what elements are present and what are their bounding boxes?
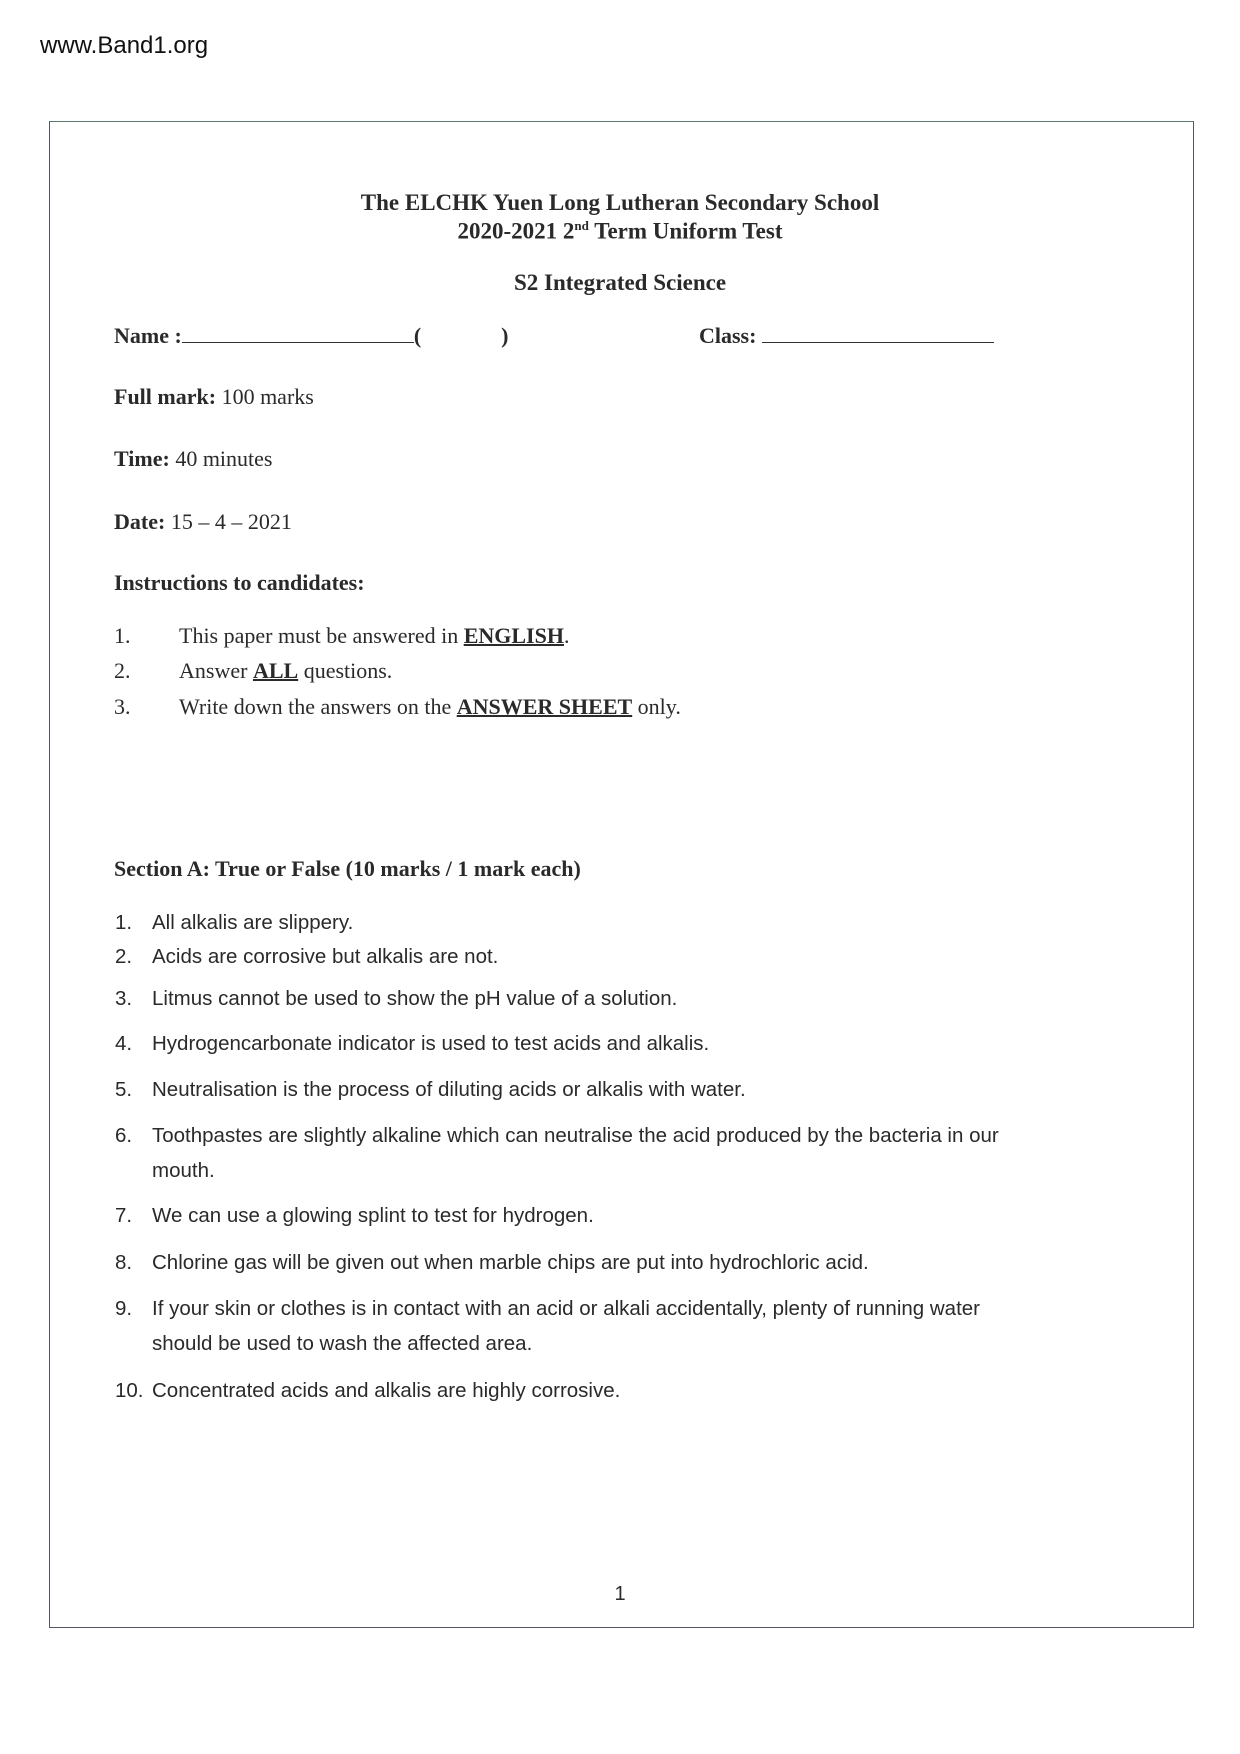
test-title [0, 218, 1240, 245]
question-number: 5. [115, 1078, 133, 1101]
instruction-emphasis: ENGLISH [463, 623, 564, 648]
question-text-continued: should be used to wash the affected area. [152, 1332, 533, 1355]
question-number: 6. [115, 1124, 133, 1147]
section-a-title: Section A: True or False (10 marks / 1 mark each) [114, 856, 581, 881]
question-number: 7. [115, 1204, 133, 1227]
page-number: 1 [614, 1583, 626, 1605]
question-item [115, 911, 353, 935]
question-number: 10. [115, 1379, 144, 1402]
instruction-pre: Write down the answers on the [179, 694, 457, 719]
name-label: Name : [114, 323, 182, 348]
date [114, 509, 292, 535]
class-label: Class: [699, 323, 757, 348]
instruction-text [179, 694, 681, 720]
question-text-continued: mouth. [152, 1159, 215, 1182]
question-item [115, 1297, 980, 1355]
instruction-post: questions. [298, 658, 393, 683]
instruction-number: 3. [114, 694, 131, 719]
full-mark-label: Full mark: [114, 384, 217, 409]
question-item [115, 1124, 999, 1182]
question-number: 9. [115, 1297, 133, 1320]
question-text: We can use a glowing splint to test for hydrogen. [152, 1204, 594, 1227]
question-text: Neutralisation is the process of diluting acids or alkalis with water. [152, 1078, 746, 1101]
subject-title: S2 Integrated Science [513, 270, 727, 295]
question-number: 3. [115, 987, 133, 1010]
question-item [115, 1379, 620, 1403]
close-paren: ) [501, 323, 509, 348]
question-item [115, 1204, 594, 1228]
class-blank[interactable] [762, 322, 994, 343]
question-number: 4. [115, 1032, 133, 1055]
instruction-text [179, 623, 569, 649]
question-text: Toothpastes are slightly alkaline which can neutralise the acid produced by the bacteria in our [152, 1124, 999, 1147]
question-text: Chlorine gas will be given out when marble chips are put into hydrochloric acid. [152, 1251, 869, 1274]
question-text: All alkalis are slippery. [152, 911, 354, 934]
question-number: 2. [115, 945, 133, 968]
time-label: Time: [114, 446, 170, 471]
instruction-pre: Answer [179, 658, 253, 683]
watermark-url: www.Band1.org [40, 32, 209, 59]
class-field [699, 322, 994, 349]
question-text: Acids are corrosive but alkalis are not. [152, 945, 499, 968]
full-mark-value: 100 marks [221, 384, 314, 409]
instruction-number: 2. [114, 658, 131, 683]
instruction-emphasis: ANSWER SHEET [456, 694, 633, 719]
question-item [115, 945, 498, 969]
term-prefix: 2020-2021 2 [457, 218, 575, 244]
question-text: Litmus cannot be used to show the pH value of a solution. [152, 987, 678, 1010]
question-text: Concentrated acids and alkalis are highly corrosive. [152, 1379, 621, 1402]
name-blank[interactable] [182, 322, 414, 343]
question-item [115, 1032, 709, 1056]
term-sup: nd [574, 218, 589, 233]
question-item [115, 1078, 746, 1102]
question-number: 1. [115, 911, 133, 934]
instruction-post: . [563, 623, 570, 648]
instruction-number: 1. [114, 623, 131, 648]
question-text: Hydrogencarbonate indicator is used to test acids and alkalis. [152, 1032, 710, 1055]
name-field [114, 322, 508, 349]
instruction-text [179, 658, 392, 684]
question-item [115, 987, 677, 1011]
time [114, 446, 272, 472]
question-text: If your skin or clothes is in contact with an acid or alkali accidentally, plenty of running water [152, 1297, 980, 1320]
school-name: The ELCHK Yuen Long Lutheran Secondary School [360, 190, 880, 215]
full-mark [114, 384, 314, 410]
term-suffix: Term Uniform Test [588, 218, 783, 244]
instruction-post: only. [632, 694, 681, 719]
date-label: Date: [114, 509, 166, 534]
time-value: 40 minutes [175, 446, 273, 471]
date-value: 15 – 4 – 2021 [170, 509, 292, 534]
open-paren: ( [413, 323, 422, 348]
question-number: 8. [115, 1251, 133, 1274]
instruction-pre: This paper must be answered in [179, 623, 464, 648]
question-item [115, 1251, 869, 1275]
instruction-emphasis: ALL [252, 658, 299, 683]
instructions-title: Instructions to candidates: [114, 570, 365, 595]
